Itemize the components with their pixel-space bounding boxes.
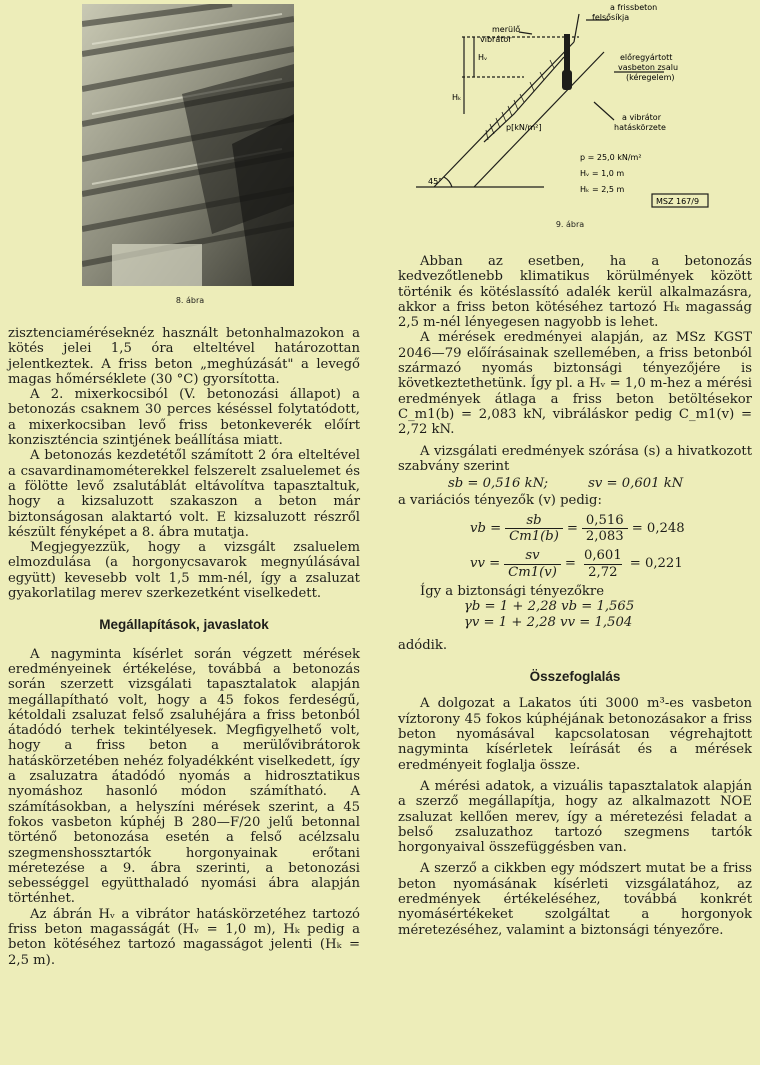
section-heading-summary: Összefoglalás (529, 669, 621, 685)
vv-denominator-value: 2,72 (584, 564, 621, 580)
vb-fraction-symbolic (505, 513, 563, 545)
right-paragraph-2: A mérések eredményei alapján, az MSz KGST 2046—79 előírásainak szellemében, a friss betonból származó nyomás biztonsági tényezőjére is következtethetünk. Így pl. a Hᵥ = 1,0 m-hez a mérési eredmények átlaga a friss beton betöltésekor C_m1(b) = 2,083 kN, vibráláskor pedig C_m1(v) = 2,72 kN. (398, 330, 752, 438)
formwork-photo-image (82, 4, 294, 286)
left-paragraph-1: zisztenciaméréseknéz használt betonhalmazokon a kötés jelei 1,5 óra elteltével határozottan jelentkeztek. A friss beton „meghúzását" a levegő magas hőmérséklete (30 °C) gyorsította. (8, 326, 360, 387)
figure-9-diagram (414, 2, 714, 212)
left-paragraph-3: A betonozás kezdetétől számított 2 óra elteltével a csavardinamométerekkel felszerelt zsaluelemet és a fölötte levő zsalutáblát eltávolítva tapasztaltuk, hogy a kizsaluzott szakaszon a beton már biztonságosan alaktartó volt. E kizsaluzott részről készült fényképet a 8. ábra mutatja. (8, 448, 360, 540)
left-paragraph-2: A 2. mixerkocsiból (V. betonozási állapot) a betonozás csaknem 30 perces késéssel folytatódott, a mixerkocsiban levő friss betonkeverék előírt konziszténcia szintjének beállítása miatt. (8, 387, 360, 449)
vb-fraction-numeric (582, 513, 628, 545)
range-label-2: hatáskörzete (614, 123, 666, 132)
right-paragraph-8: A mérési adatok, a vizuális tapasztalatok alapján a szerző megállapítja, hogy az alkalmazott NOE zsaluzat kellően merev, így a méretezési feladat a belső zsaluzathoz tartozó szegmens tartók horgonyaival összefüggésben van. (398, 778, 752, 856)
right-paragraph-3: A vizsgálati eredmények szórása (s) a hivatkozott szabvány szerint (398, 443, 752, 474)
sv-value: sv = 0,601 kN (588, 476, 684, 492)
section-heading-findings: Megállapítások, javaslatok (99, 617, 269, 633)
vv-fraction-symbolic (504, 548, 561, 580)
vv-equation: vv = $\frac{sv}{Cm1(v)}$ = $\frac{0,601}{2,72}$ = 0,221 (470, 548, 683, 580)
hk-value-label: Hₖ = 2,5 m (580, 185, 625, 194)
vv-lhs: vv = (470, 556, 501, 572)
vb-numerator: sb (526, 512, 542, 528)
standard-label: MSZ 167/9 (656, 197, 700, 206)
vb-numerator-value: 0,516 (585, 512, 624, 528)
pressure-diagram (414, 2, 714, 212)
vv-result: = 0,221 (629, 556, 683, 572)
fresh-top-label-2: felsősíkja (592, 13, 630, 22)
right-paragraph-4: a variációs tényezők (v) pedig: (398, 493, 602, 509)
right-paragraph-9: A szerző a cikkben egy módszert mutat be a friss beton nyomásának kísérleti vizsgálatához, az eredmények értékeléséhez, továbbá konkrét nyomásértékeket szolgáltat a horgonyok méretezéséhez, valamint a biztonsági tényezőre. (398, 861, 752, 938)
right-paragraph-7: A dolgozat a Lakatos úti 3000 m³-es vasbeton víztorony 45 fokos kúphéjának betonozásakor a friss beton nyomásával kapcsolatosan végrehajtott nagyminta kísérletek leírását és a mérések eredményeit foglalja össze. (398, 696, 752, 773)
angle-label: 45° (428, 177, 443, 186)
gamma-b-equation: γb = 1 + 2,28 vb = 1,565 (464, 599, 635, 615)
gamma-v-equation: γv = 1 + 2,28 vv = 1,504 (464, 614, 633, 630)
sb-value: sb = 0,516 kN; (448, 476, 549, 492)
hv-label: Hᵥ (478, 53, 488, 62)
right-paragraph-6: adódik. (398, 637, 448, 653)
vb-result: = 0,248 (631, 520, 685, 536)
vv-denominator: Cm1(v) (504, 564, 561, 580)
formwork-label-3: (kéregelem) (626, 73, 675, 82)
figure-9-caption: 9. ábra (555, 220, 585, 229)
deviation-values-row (398, 476, 752, 491)
left-paragraph-4: Megjegyezzük, hogy a vizsgált zsaluelem elmozdulása (a horgonycsavarok megnyúlásával együtt) kevesebb volt 1,5 mm-nél, így a zsaluzat gyakorlatilag merev szerkezetként viselkedett. (8, 540, 360, 602)
hk-label: Hₖ (452, 93, 462, 102)
hv-value-label: Hᵥ = 1,0 m (580, 169, 625, 178)
left-column (8, 326, 360, 968)
right-paragraph-1: Abban az esetben, ha a betonozás kedvezőtlenebb klimatikus körülmények között történik és kötéslassító adalék kerül alkalmazásra, akkor a friss beton kötéséhez tartozó Hₖ magasság 2,5 m-nél lényegesen nagyobb is lehet. (398, 254, 752, 331)
vibrator-label-2: vibrátor (480, 35, 512, 44)
left-paragraph-5: A nagyminta kísérlet során végzett mérések eredményeinek értékelése, továbbá a betonozás során szerzett vizsgálati tapasztalatok alapján megállapítható volt, hogy a 45 fokos ferdeségű, kétoldali zsaluzat felső zsaluhéjára a friss betonból átadódó terhek tekintélyesek. Megfigyelhető volt, hogy a friss beton a merülővibrátorok hatáskörzetében nehéz folyadékként viselkedett, így a zsaluzatra átadódó nyomás a hidrosztatikus nyomáshoz hasonló módon számítható. A számításokban, a helyszíni mérések szerint, a 45 fokos vasbeton kúphéj B 280—F/20 jelű betonnal történő betonozása esetén a felső acélzsalu szegmenshossztartók horgonyainak erőtani méretezése a 9. ábra szerinti, a betonozási sebességgel együtthaladó nyomási ábra alapján történhet. (8, 646, 360, 907)
vv-numerator: sv (525, 548, 540, 564)
left-paragraph-6: Az ábrán Hᵥ a vibrátor hatáskörzetéhez tartozó friss beton magasságát (Hᵥ = 1,0 m), Hₖ pedig a beton kötéséhez tartozó magasságot jelenti (Hₖ = 2,5 m). (8, 906, 360, 968)
p-value-label: p = 25,0 kN/m² (580, 153, 642, 162)
figure-8-photo (82, 4, 294, 286)
vibrator-label: merülő (492, 25, 521, 34)
vb-denominator-value: 2,083 (582, 528, 628, 544)
vb-equation: vb = $\frac{sb}{Cm1(b)}$ = $\frac{0,516}{2,083}$ = 0,248 (470, 512, 685, 545)
vv-numerator-value: 0,601 (583, 548, 622, 564)
vb-lhs: vb = (470, 520, 502, 536)
right-paragraph-5: Így a biztonsági tényezőkre (420, 583, 605, 599)
vb-denominator: Cm1(b) (505, 528, 563, 544)
fresh-top-label: a frissbeton (610, 3, 658, 12)
right-column (398, 254, 752, 938)
figure-8-caption: 8. ábra (175, 296, 205, 305)
formwork-label: előregyártott (620, 53, 673, 62)
formwork-label-2: vasbeton zsalu (618, 63, 679, 72)
range-label: a vibrátor (622, 113, 661, 122)
pressure-label: p[kN/m²] (506, 123, 542, 132)
vv-fraction-numeric (580, 548, 626, 580)
